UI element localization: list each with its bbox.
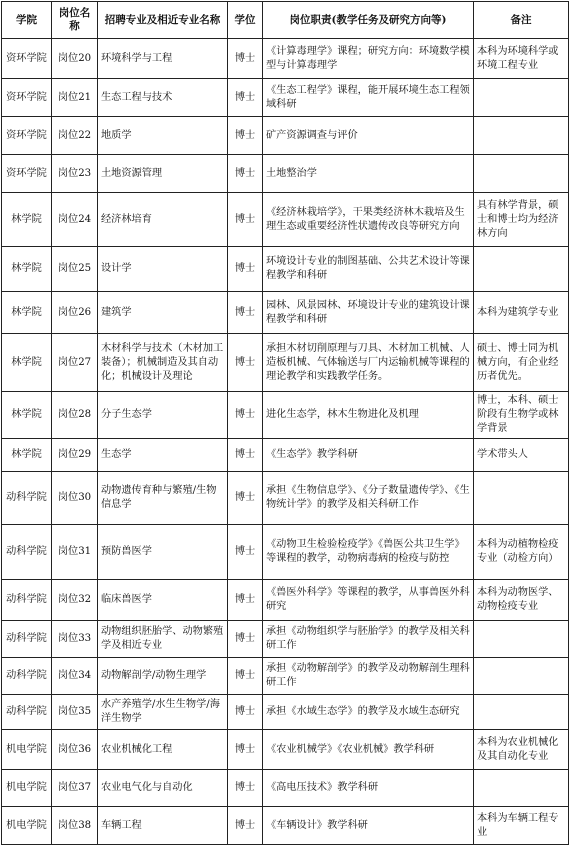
table-row xyxy=(2,580,569,621)
table-row xyxy=(2,695,569,730)
header-college: 学院 xyxy=(2,2,52,39)
cell-post: 岗位37 xyxy=(52,770,98,807)
recruitment-table-container xyxy=(1,1,569,845)
cell-duty: 《生态学》教学科研 xyxy=(263,439,474,472)
cell-college: 林学院 xyxy=(2,334,52,392)
table-row xyxy=(2,770,569,807)
cell-duty: 《经济林栽培学》，干果类经济林木栽培及生理生态或重要经济性状遗传改良等研究方向 xyxy=(263,193,474,247)
cell-note: 本科为环境科学或环境工程专业 xyxy=(474,39,569,79)
cell-duty: 土地整治学 xyxy=(263,155,474,193)
header-degree: 学位 xyxy=(228,2,263,39)
cell-college: 动科学院 xyxy=(2,472,52,525)
cell-degree: 博士 xyxy=(228,39,263,79)
cell-major: 木材科学与技术（木材加工装备）；机械制造及其自动化；机械设计及理论 xyxy=(98,334,228,392)
recruitment-table xyxy=(1,1,569,845)
cell-duty: 承担木材切削原理与刀具、木材加工机械、人造板机械、气体输送与厂内运输机械等课程的理论教学和实践教学任务。 xyxy=(263,334,474,392)
table-row xyxy=(2,525,569,580)
cell-note: 具有林学背景，硕士和博士均为经济林方向 xyxy=(474,193,569,247)
table-row xyxy=(2,292,569,334)
cell-major: 建筑学 xyxy=(98,292,228,334)
cell-post: 岗位29 xyxy=(52,439,98,472)
cell-major: 生态学 xyxy=(98,439,228,472)
cell-degree: 博士 xyxy=(228,658,263,695)
cell-degree: 博士 xyxy=(228,193,263,247)
cell-degree: 博士 xyxy=(228,807,263,845)
table-row xyxy=(2,807,569,845)
cell-post: 岗位21 xyxy=(52,79,98,117)
header-post: 岗位名称 xyxy=(52,2,98,39)
cell-post: 岗位34 xyxy=(52,658,98,695)
cell-college: 林学院 xyxy=(2,439,52,472)
cell-note: 本科为动物医学、动物检疫专业 xyxy=(474,580,569,621)
header-row xyxy=(2,2,569,39)
table-row xyxy=(2,621,569,658)
cell-degree: 博士 xyxy=(228,730,263,770)
cell-post: 岗位25 xyxy=(52,247,98,292)
cell-note xyxy=(474,117,569,155)
cell-post: 岗位36 xyxy=(52,730,98,770)
cell-degree: 博士 xyxy=(228,117,263,155)
cell-post: 岗位28 xyxy=(52,392,98,439)
cell-major: 农业机械化工程 xyxy=(98,730,228,770)
table-row xyxy=(2,730,569,770)
cell-post: 岗位23 xyxy=(52,155,98,193)
cell-post: 岗位22 xyxy=(52,117,98,155)
cell-college: 资环学院 xyxy=(2,79,52,117)
cell-note: 博士，本科、硕士阶段有生物学或林学背景 xyxy=(474,392,569,439)
cell-college: 林学院 xyxy=(2,392,52,439)
cell-degree: 博士 xyxy=(228,472,263,525)
cell-major: 动物组织胚胎学、动物繁殖学及相近专业 xyxy=(98,621,228,658)
cell-degree: 博士 xyxy=(228,580,263,621)
table-row xyxy=(2,439,569,472)
cell-duty: 《生态工程学》课程，能开展环境生态工程领域科研 xyxy=(263,79,474,117)
cell-note xyxy=(474,770,569,807)
cell-major: 设计学 xyxy=(98,247,228,292)
cell-college: 林学院 xyxy=(2,247,52,292)
cell-note xyxy=(474,155,569,193)
cell-college: 动科学院 xyxy=(2,525,52,580)
cell-duty: 《动物卫生检验检疫学》《兽医公共卫生学》等课程的教学，动物病毒病的检疫与防控 xyxy=(263,525,474,580)
cell-duty: 环境设计专业的制图基础、公共艺术设计等课程教学和科研 xyxy=(263,247,474,292)
cell-post: 岗位35 xyxy=(52,695,98,730)
header-note: 备注 xyxy=(474,2,569,39)
cell-major: 动物解剖学/动物生理学 xyxy=(98,658,228,695)
table-row xyxy=(2,193,569,247)
cell-major: 临床兽医学 xyxy=(98,580,228,621)
header-major: 招聘专业及相近专业名称 xyxy=(98,2,228,39)
cell-post: 岗位27 xyxy=(52,334,98,392)
cell-college: 动科学院 xyxy=(2,621,52,658)
table-row xyxy=(2,117,569,155)
cell-note xyxy=(474,247,569,292)
cell-duty: 《兽医外科学》等课程的教学，从事兽医外科研究 xyxy=(263,580,474,621)
cell-post: 岗位38 xyxy=(52,807,98,845)
cell-post: 岗位26 xyxy=(52,292,98,334)
cell-note: 本科为建筑学专业 xyxy=(474,292,569,334)
cell-college: 资环学院 xyxy=(2,117,52,155)
cell-note: 硕士、博士同为机械方向，有企业经历者优先。 xyxy=(474,334,569,392)
cell-major: 车辆工程 xyxy=(98,807,228,845)
cell-degree: 博士 xyxy=(228,525,263,580)
cell-college: 林学院 xyxy=(2,193,52,247)
cell-college: 林学院 xyxy=(2,292,52,334)
cell-major: 预防兽医学 xyxy=(98,525,228,580)
cell-major: 地质学 xyxy=(98,117,228,155)
table-row xyxy=(2,658,569,695)
table-row xyxy=(2,79,569,117)
cell-degree: 博士 xyxy=(228,155,263,193)
cell-degree: 博士 xyxy=(228,621,263,658)
cell-duty: 《计算毒理学》课程；研究方向：环境数学模型与计算毒理学 xyxy=(263,39,474,79)
cell-degree: 博士 xyxy=(228,292,263,334)
cell-college: 动科学院 xyxy=(2,658,52,695)
cell-major: 农业电气化与自动化 xyxy=(98,770,228,807)
cell-major: 分子生态学 xyxy=(98,392,228,439)
cell-note xyxy=(474,621,569,658)
cell-degree: 博士 xyxy=(228,334,263,392)
cell-major: 经济林培育 xyxy=(98,193,228,247)
cell-post: 岗位31 xyxy=(52,525,98,580)
cell-post: 岗位32 xyxy=(52,580,98,621)
cell-college: 资环学院 xyxy=(2,155,52,193)
cell-degree: 博士 xyxy=(228,770,263,807)
cell-college: 机电学院 xyxy=(2,730,52,770)
cell-post: 岗位24 xyxy=(52,193,98,247)
cell-duty: 《高电压技术》教学科研 xyxy=(263,770,474,807)
cell-major: 动物遗传育种与繁殖/生物信息学 xyxy=(98,472,228,525)
table-row xyxy=(2,472,569,525)
cell-duty: 园林、风景园林、环境设计专业的建筑设计课程教学和科研 xyxy=(263,292,474,334)
cell-note: 本科为车辆工程专业 xyxy=(474,807,569,845)
cell-duty: 《车辆设计》教学科研 xyxy=(263,807,474,845)
table-row xyxy=(2,392,569,439)
cell-post: 岗位33 xyxy=(52,621,98,658)
cell-degree: 博士 xyxy=(228,79,263,117)
cell-college: 动科学院 xyxy=(2,580,52,621)
cell-note xyxy=(474,472,569,525)
cell-duty: 承担《水域生态学》的教学及水域生态研究 xyxy=(263,695,474,730)
cell-degree: 博士 xyxy=(228,247,263,292)
cell-note xyxy=(474,695,569,730)
cell-duty: 进化生态学，林木生物进化及机理 xyxy=(263,392,474,439)
cell-post: 岗位30 xyxy=(52,472,98,525)
cell-note: 学术带头人 xyxy=(474,439,569,472)
cell-note xyxy=(474,658,569,695)
cell-degree: 博士 xyxy=(228,695,263,730)
table-row xyxy=(2,247,569,292)
cell-note: 本科为农业机械化及其自动化专业 xyxy=(474,730,569,770)
cell-college: 动科学院 xyxy=(2,695,52,730)
cell-college: 资环学院 xyxy=(2,39,52,79)
cell-note xyxy=(474,79,569,117)
cell-note: 本科为动植物检疫专业（动检方向） xyxy=(474,525,569,580)
cell-college: 机电学院 xyxy=(2,770,52,807)
cell-major: 生态工程与技术 xyxy=(98,79,228,117)
cell-degree: 博士 xyxy=(228,392,263,439)
cell-post: 岗位20 xyxy=(52,39,98,79)
cell-major: 水产养殖学/水生生物学/海洋生物学 xyxy=(98,695,228,730)
cell-duty: 矿产资源调查与评价 xyxy=(263,117,474,155)
table-row xyxy=(2,155,569,193)
cell-degree: 博士 xyxy=(228,439,263,472)
cell-major: 土地资源管理 xyxy=(98,155,228,193)
cell-duty: 承担《动物解剖学》的教学及动物解剖生理科研工作 xyxy=(263,658,474,695)
cell-duty: 承担《动物组织学与胚胎学》的教学及相关科研工作 xyxy=(263,621,474,658)
table-row xyxy=(2,39,569,79)
table-row xyxy=(2,334,569,392)
cell-college: 机电学院 xyxy=(2,807,52,845)
header-duty: 岗位职责(教学任务及研究方向等) xyxy=(263,2,474,39)
cell-major: 环境科学与工程 xyxy=(98,39,228,79)
cell-duty: 《农业机械学》《农业机械》教学科研 xyxy=(263,730,474,770)
cell-duty: 承担《生物信息学》、《分子数量遗传学》、《生物统计学》的教学及相关科研工作 xyxy=(263,472,474,525)
